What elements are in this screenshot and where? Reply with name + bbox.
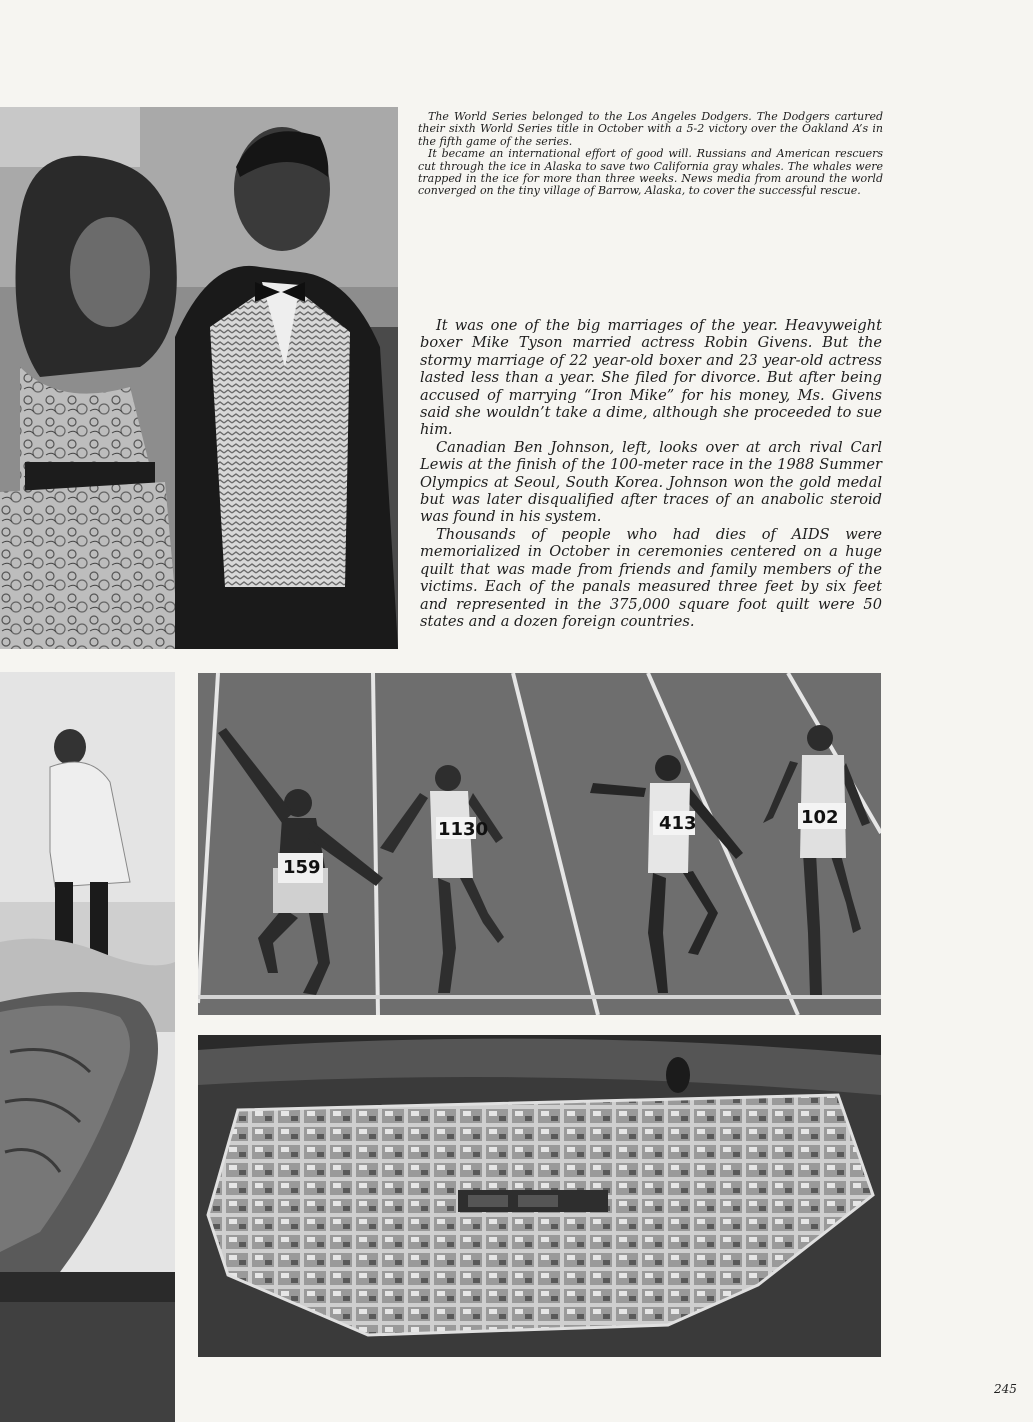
caption-paragraph: The World Series belonged to the Los Angeles Dodgers. The Dodgers cartured their sixth World Series title in October with a 5-2 victory over the Oakland A’s in the fifth game of the series. (418, 110, 883, 148)
photo-whale-rescue (0, 672, 175, 1422)
caption-world-series-whales (418, 111, 883, 198)
photo-olympic-100m-finish (198, 673, 881, 1015)
bib-number-lewis: 102 (801, 807, 839, 828)
bib-number-runner: 413 (659, 813, 697, 834)
caption-paragraph: It was one of the big marriages of the year. Heavyweight boxer Mike Tyson married actress Robin Givens. But the stormy marriage of 22 year-old boxer and 23 year-old actress lasted less than a year. She filed for divorce. But after being accused of marrying “Iron Mike” for his money, Ms. Givens said she wouldn’t take a dime, although she proceeded to sue him. (420, 317, 882, 439)
page-number: 245 (994, 1382, 1017, 1396)
bib-number-runner: 1130 (438, 819, 489, 840)
caption-paragraph: Canadian Ben Johnson, left, looks over at arch rival Carl Lewis at the finish of the 100-meter race in the 1988 Summer Olympics at Seoul, South Korea. Johnson won the gold medal but was later disqualified after traces of an anabolic steroid was found in his system. (420, 438, 882, 526)
caption-paragraph: Thousands of people who had dies of AIDS were memorialized in October in ceremonies centered on a huge quilt that was made from friends and family members of the victims. Each of the panals measured three feet by six feet and represented in the 375,000 square foot quilt were 50 states and a dozen foreign countries. (420, 525, 882, 630)
caption-tyson-johnson-quilt (420, 317, 882, 630)
photo-tyson-givens (0, 107, 398, 649)
caption-paragraph: It became an international effort of good will. Russians and American rescuers cut through the ice in Alaska to save two California gray whales. The whales were trapped in the ice for more than three weeks. News media from around the world converged on the tiny village of Barrow, Alaska, to cover the successful rescue. (418, 147, 883, 198)
photo-aids-memorial-quilt (198, 1035, 881, 1357)
bib-number-johnson: 159 (283, 857, 321, 878)
